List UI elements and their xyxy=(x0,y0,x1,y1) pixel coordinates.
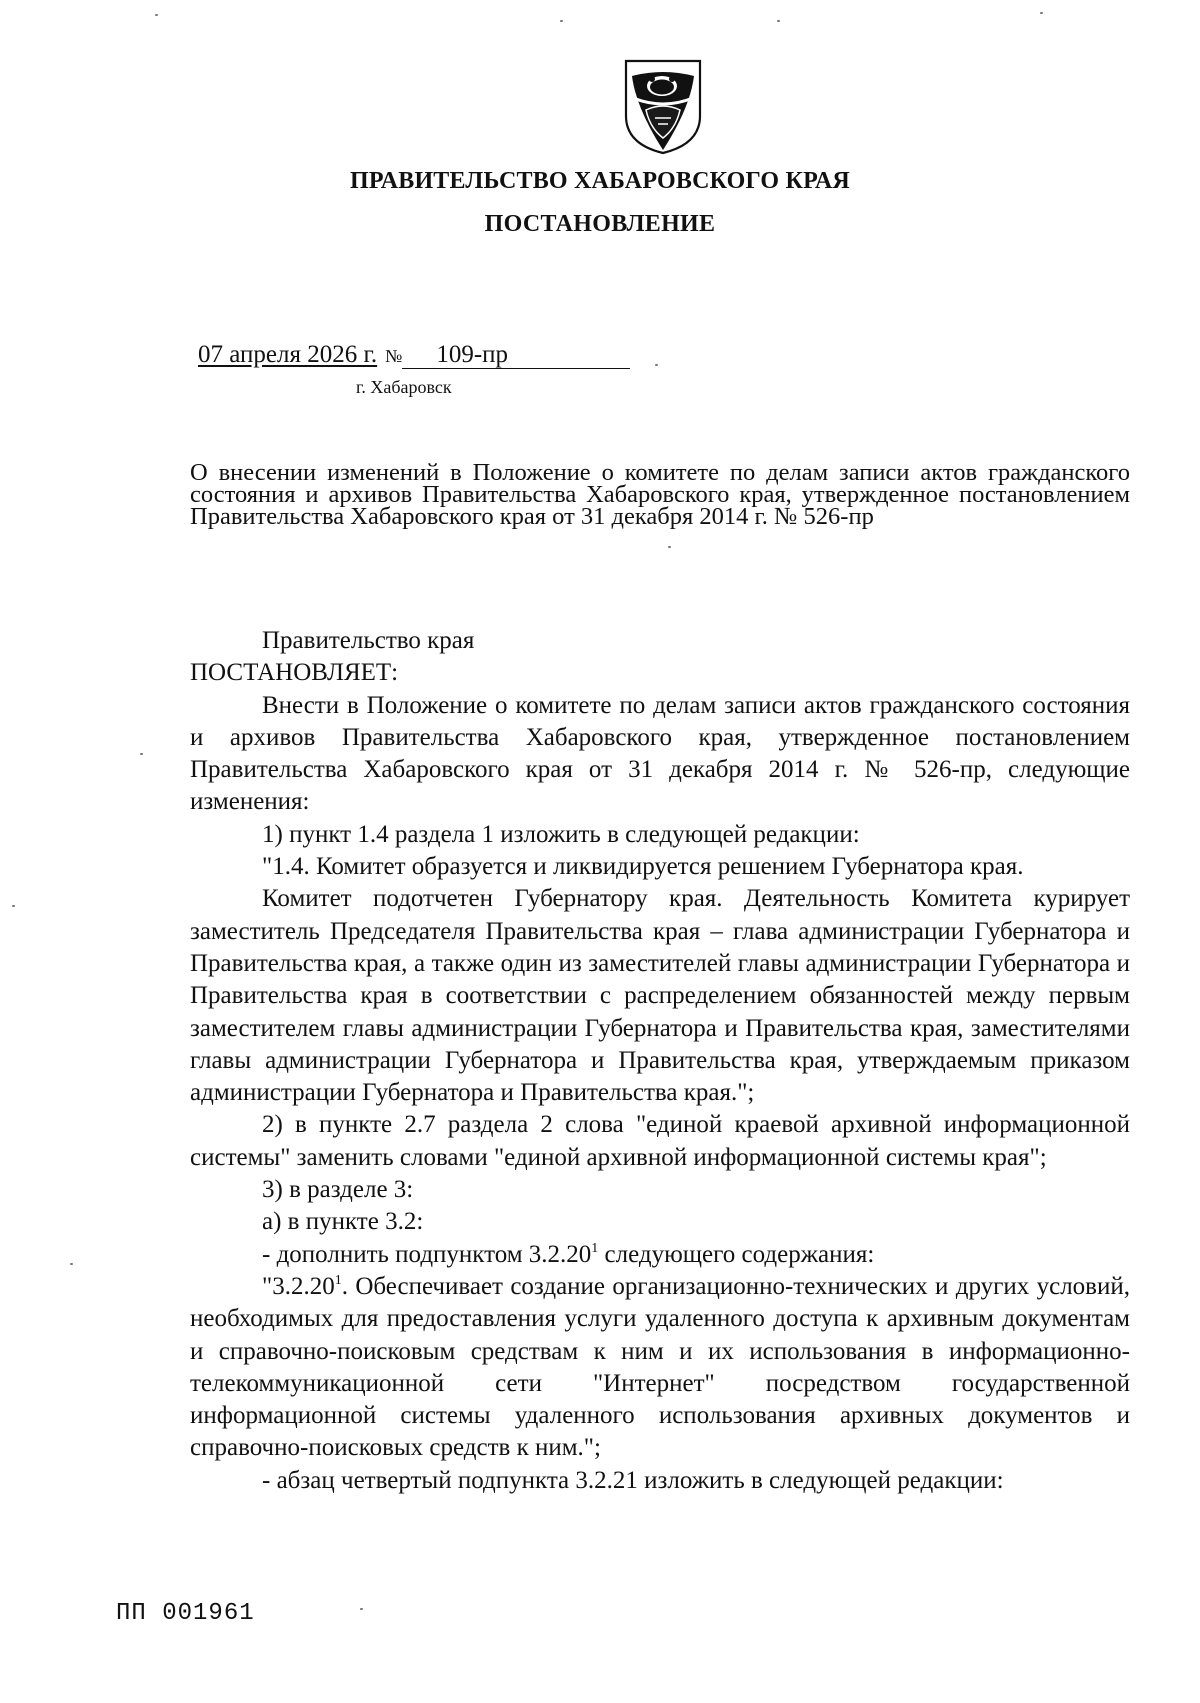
document-number: 109-пр xyxy=(402,341,630,369)
khabarovsk-krai-coat-of-arms-icon xyxy=(622,58,704,156)
scan-speck xyxy=(12,905,15,907)
body-paragraph: Внести в Положение о комитете по делам записи актов гражданского состояния и архивов Правительства Хабаровского края, утвержденное постановлением Правительства Хабаровского края от 31 декабря 2014 г. № 526-пр, следующие изменения: xyxy=(190,691,1130,816)
scan-speck xyxy=(560,20,563,22)
body-paragraph: Комитет подотчетен Губернатору края. Деятельность Комитета курирует заместитель Председателя Правительства края – глава администрации Губернатора и Правительства края, а также один из заместителей главы администрации Губернатора и Правительства края в соответствии с распределением обязанностей между первым заместителем главы администрации Губернатора и Правительства края, заместителями главы администрации Губернатора и Правительства края, утверждаемым приказом администрации Губернатора и Правительства края."; xyxy=(190,885,1130,1107)
body-text-fragment: "3.2.20 xyxy=(262,1272,335,1300)
body-paragraph: - абзац четвертый подпункта 3.2.21 изложить в следующей редакции: xyxy=(262,1466,1004,1494)
scan-speck xyxy=(655,364,658,366)
issue-city: г. Хабаровск xyxy=(356,377,452,397)
registration-line xyxy=(198,341,630,369)
body-paragraph xyxy=(190,1239,1130,1271)
superscript: 1 xyxy=(591,1240,599,1256)
government-title: ПРАВИТЕЛЬСТВО ХАБАРОВСКОГО КРАЯ xyxy=(350,168,850,194)
body-text-fragment: следующего содержания: xyxy=(598,1240,875,1268)
body-paragraph: 3) в разделе 3: xyxy=(262,1176,414,1204)
document-kind-title: ПОСТАНОВЛЕНИЕ xyxy=(484,211,716,237)
body-paragraph: 2) в пункте 2.7 раздела 2 слова "единой краевой архивной информационной системы" заменить словами "единой архивной информационной системы края"; xyxy=(190,1111,1130,1171)
body-paragraph xyxy=(190,1271,1130,1465)
scan-speck xyxy=(1040,12,1043,14)
scan-speck xyxy=(155,14,158,16)
preamble-line: Правительство края xyxy=(262,627,475,654)
body-paragraph: а) в пункте 3.2: xyxy=(262,1208,424,1236)
form-code: ПП 001961 xyxy=(116,1600,255,1627)
document-subject: О внесении изменений в Положение о комитете по делам записи актов гражданского состояния и архивов Правительства Хабаровского края, утвержденное постановлением Правительства Хабаровского края от 31 декабря 2014 г. № 526-пр xyxy=(190,459,1130,530)
body-paragraph: "1.4. Комитет образуется и ликвидируется решением Губернатора края. xyxy=(262,853,1024,881)
document-date: 07 апреля 2026 г. xyxy=(198,341,378,368)
body-text-fragment: - дополнить подпунктом 3.2.20 xyxy=(262,1240,592,1268)
scan-speck xyxy=(668,546,671,548)
number-sign: № xyxy=(385,346,403,366)
superscript: 1 xyxy=(334,1272,342,1288)
body-text-fragment: . Обеспечивает создание организационно-технических и других условий, необходимых для предоставления услуги удаленного доступа к архивным документам и справочно-поисковым средствам к ним и их использования в информационно-телекоммуникационной сети "Интернет" посредством государственной информационной системы удаленного использования архивных документов и справочно-поисковых средств к ним."; xyxy=(190,1272,1130,1462)
body-paragraph: 1) пункт 1.4 раздела 1 изложить в следующей редакции: xyxy=(262,820,860,848)
scan-speck xyxy=(70,1263,73,1265)
scan-speck xyxy=(360,1608,363,1610)
resolution-keyword: ПОСТАНОВЛЯЕТ: xyxy=(190,659,399,687)
document-body xyxy=(190,625,1130,1497)
scan-speck xyxy=(140,753,143,755)
scan-speck xyxy=(777,20,780,22)
